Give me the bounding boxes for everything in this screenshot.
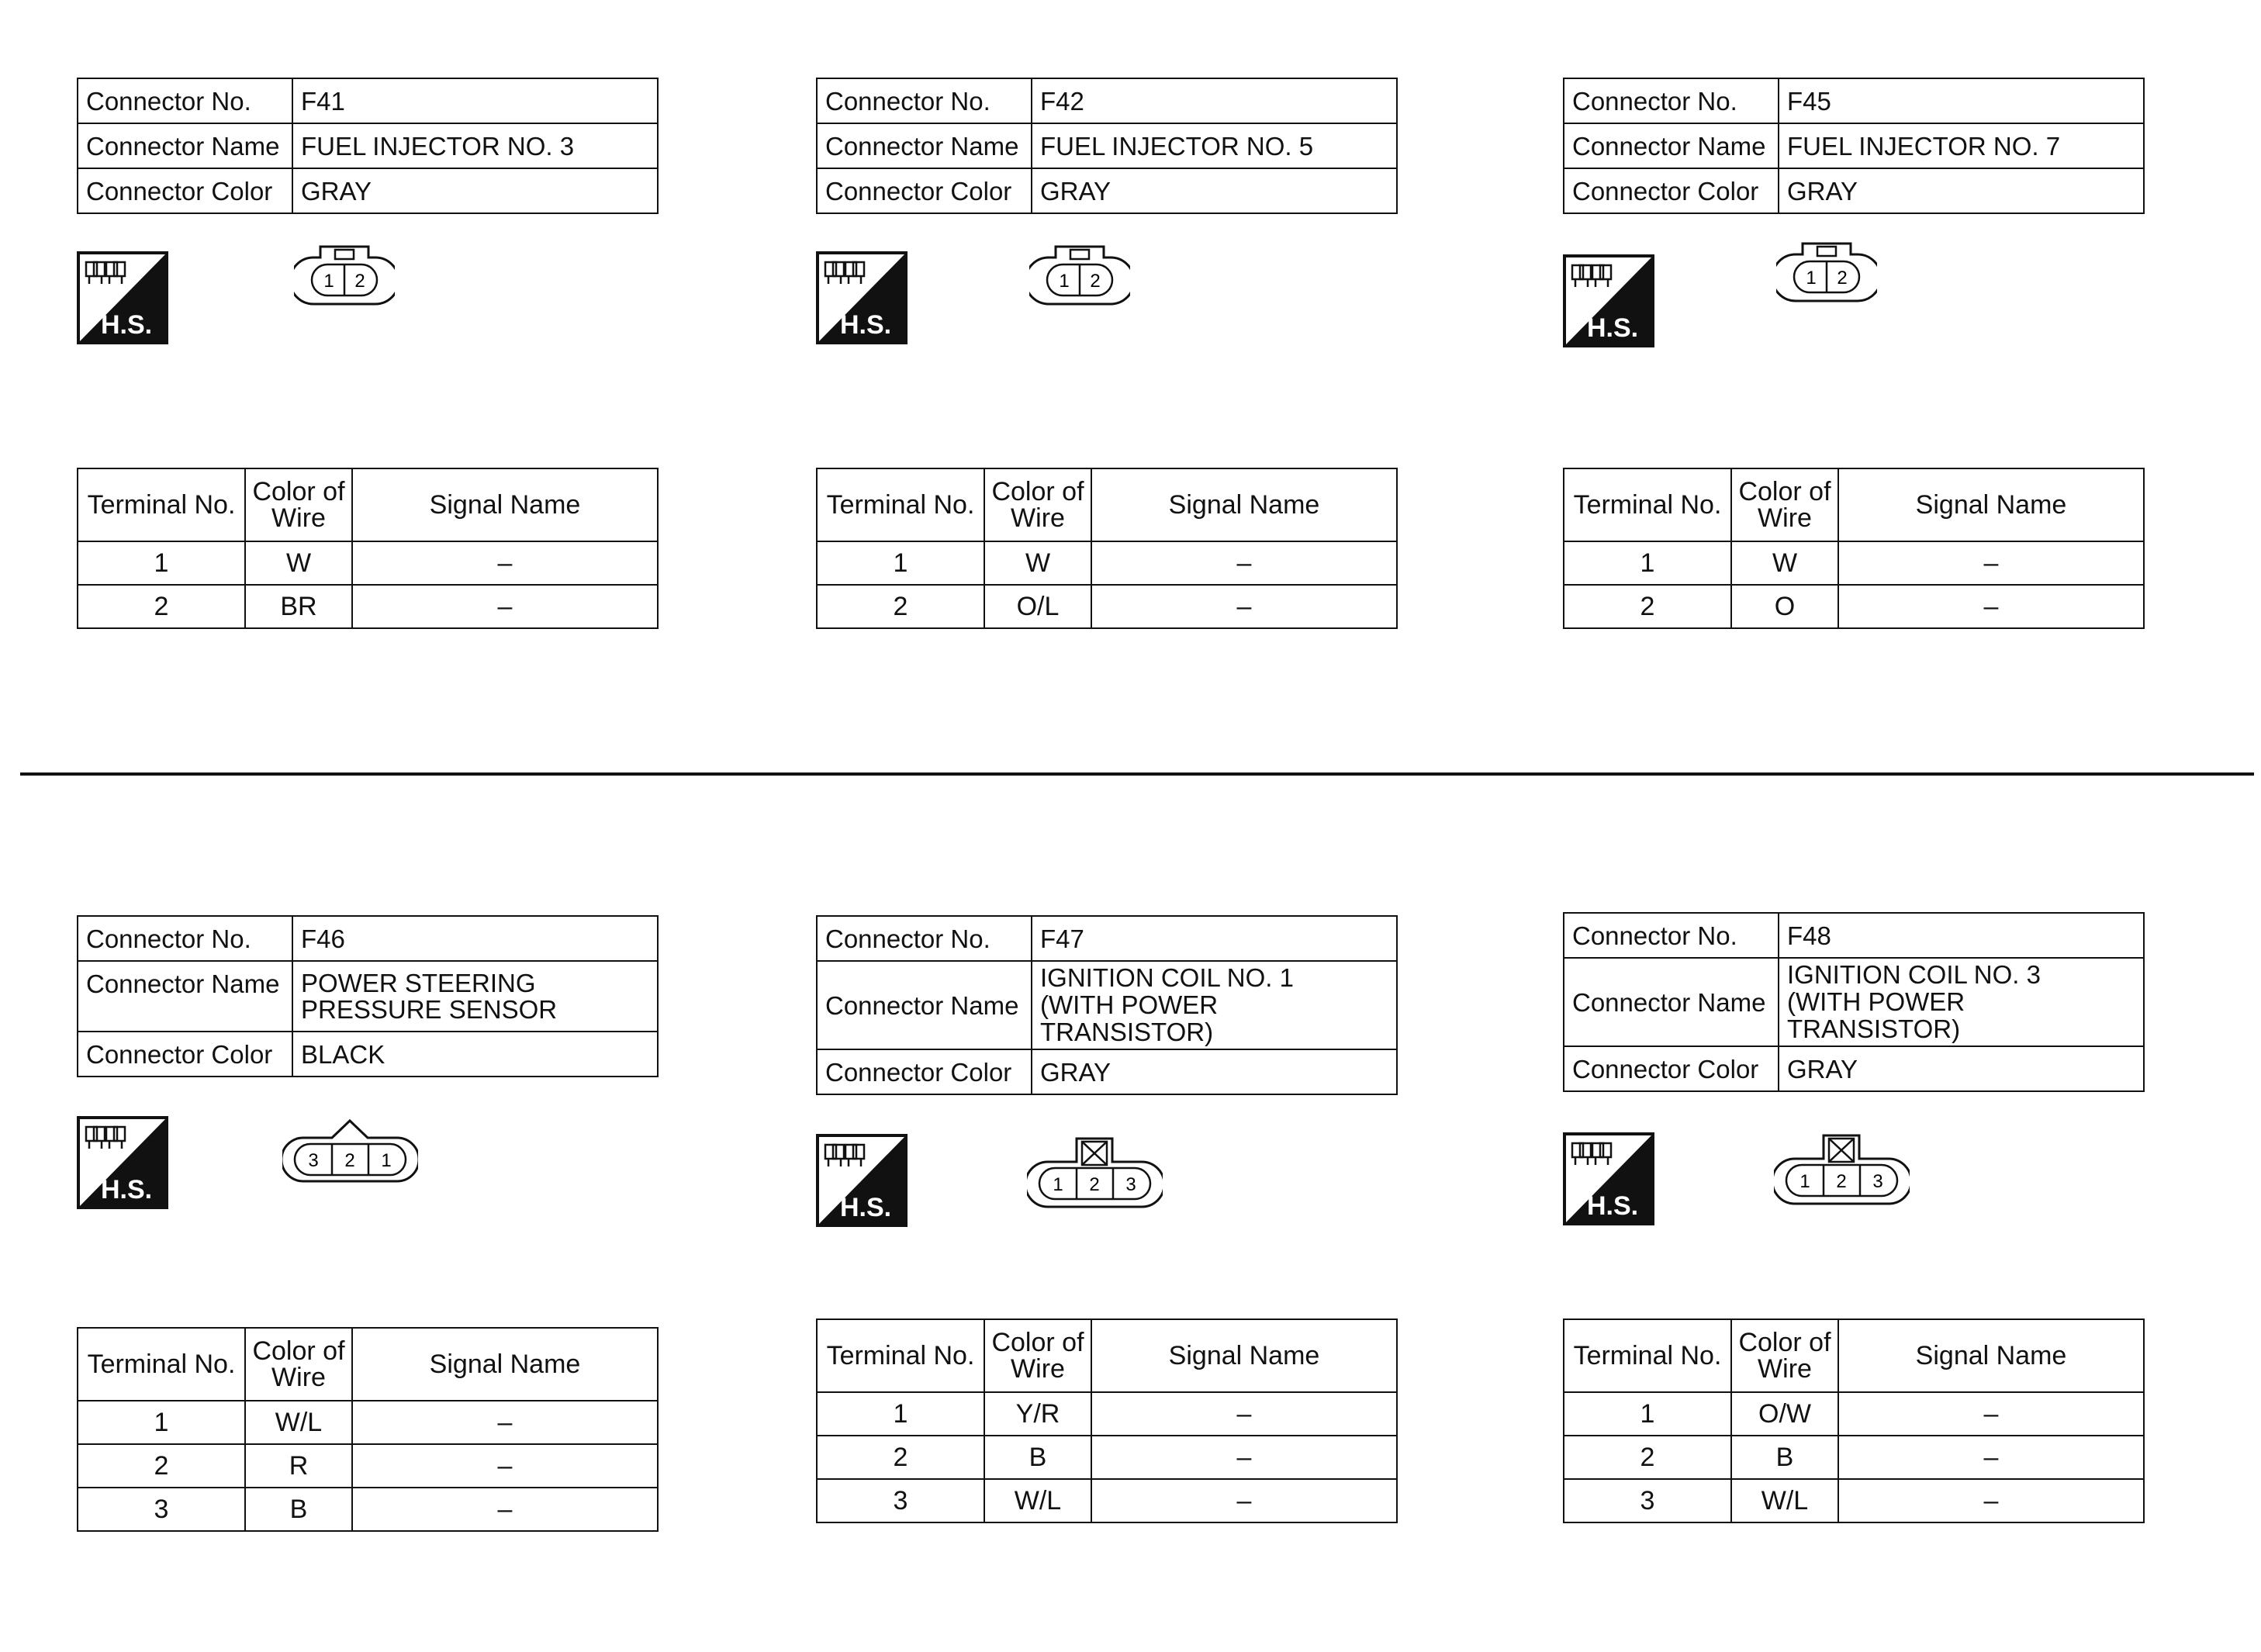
connector-info-table: [77, 915, 659, 1077]
connector-no-value: F48: [1779, 913, 2144, 958]
wire-color-cell: W/L: [984, 1479, 1091, 1522]
terminal-table-header: [78, 1328, 658, 1401]
connector-info-table: [1563, 78, 2145, 214]
terminal-table: [1563, 468, 2145, 629]
hs-badge-label: H.S.: [100, 1175, 153, 1204]
terminal-table: [77, 468, 659, 629]
connector-no-row: [1564, 913, 2144, 958]
signal-name-header: Signal Name: [1838, 1319, 2144, 1392]
terminal-no-header: Terminal No.: [78, 1328, 245, 1401]
connector-no-label: Connector No.: [78, 78, 292, 123]
connector-no-value: F45: [1779, 78, 2144, 123]
three-pin-connector-face-icon: [1774, 1131, 1910, 1208]
signal-name-cell: –: [352, 1444, 658, 1488]
connector-panel-f45: [1563, 78, 2145, 629]
connector-color-row: [817, 1049, 1397, 1094]
terminal-table-header: [1564, 1319, 2144, 1392]
connector-no-label: Connector No.: [78, 916, 292, 961]
terminal-table-header: [817, 1319, 1397, 1392]
pin-label: 2: [354, 271, 365, 292]
connector-panel-f47: [816, 915, 1398, 1523]
connector-diagram-area: [816, 1095, 1398, 1318]
connector-info-table: [816, 78, 1398, 214]
connector-name-label: Connector Name: [817, 961, 1032, 1049]
terminal-no-header: Terminal No.: [1564, 1319, 1731, 1392]
pin-label: 2: [1089, 1174, 1100, 1195]
pin-label: 3: [308, 1150, 319, 1171]
table-row: [78, 1401, 658, 1444]
terminal-no-header: Terminal No.: [817, 1319, 984, 1392]
connector-name-row: [1564, 123, 2144, 168]
connector-no-value: F42: [1032, 78, 1397, 123]
wire-color-cell: W/L: [245, 1401, 352, 1444]
signal-name-header: Signal Name: [1091, 1319, 1397, 1392]
wire-color-cell: O: [1731, 585, 1838, 628]
pin-label: 3: [1125, 1174, 1136, 1195]
connector-info-table: [77, 78, 659, 214]
connector-color-label: Connector Color: [1564, 168, 1779, 213]
wire-color-cell: Y/R: [984, 1392, 1091, 1436]
connector-color-row: [78, 168, 658, 213]
terminal-table: [816, 468, 1398, 629]
connector-color-row: [1564, 168, 2144, 213]
signal-name-cell: –: [352, 541, 658, 585]
connector-no-label: Connector No.: [817, 916, 1032, 961]
wire-color-cell: W: [245, 541, 352, 585]
section-divider: [20, 772, 2254, 776]
signal-name-cell: –: [352, 1488, 658, 1531]
connector-name-value: IGNITION COIL NO. 1 (WITH POWER TRANSISTOR): [1032, 961, 1397, 1049]
pin-label: 1: [1799, 1171, 1810, 1192]
harness-side-badge-icon: [816, 1134, 908, 1227]
terminal-no-cell: 2: [817, 1436, 984, 1479]
terminal-table-header: [817, 468, 1397, 541]
connector-name-value: FUEL INJECTOR NO. 3: [292, 123, 658, 168]
terminal-no-cell: 1: [78, 1401, 245, 1444]
hs-badge-label: H.S.: [839, 310, 892, 340]
pin-label: 1: [381, 1150, 392, 1171]
connector-no-value: F46: [292, 916, 658, 961]
table-row: [1564, 1436, 2144, 1479]
signal-name-cell: –: [352, 1401, 658, 1444]
table-row: [817, 1392, 1397, 1436]
terminal-table-header: [78, 468, 658, 541]
harness-side-badge-icon: [77, 1116, 168, 1209]
pin-label: 1: [1059, 271, 1070, 292]
connector-name-value: FUEL INJECTOR NO. 5: [1032, 123, 1397, 168]
terminal-table: [816, 1318, 1398, 1523]
hs-badge-label: H.S.: [100, 310, 153, 340]
signal-name-header: Signal Name: [1838, 468, 2144, 541]
pin-label: 1: [1053, 1174, 1063, 1195]
connector-info-table: [1563, 912, 2145, 1092]
hs-badge-label: H.S.: [1586, 313, 1639, 343]
terminal-no-cell: 1: [817, 541, 984, 585]
signal-name-header: Signal Name: [1091, 468, 1397, 541]
terminal-no-cell: 2: [1564, 1436, 1731, 1479]
connector-name-row: [1564, 958, 2144, 1046]
connector-color-label: Connector Color: [817, 168, 1032, 213]
two-pin-connector-face-icon: [1776, 236, 1877, 306]
wire-color-cell: B: [1731, 1436, 1838, 1479]
connector-name-value: IGNITION COIL NO. 3 (WITH POWER TRANSISTOR): [1779, 958, 2144, 1046]
terminal-no-cell: 3: [78, 1488, 245, 1531]
signal-name-cell: –: [1838, 541, 2144, 585]
terminal-no-cell: 3: [817, 1479, 984, 1522]
wire-color-header: Color of Wire: [1731, 1319, 1838, 1392]
wire-color-cell: W: [984, 541, 1091, 585]
connector-panel-f48: [1563, 912, 2145, 1523]
connector-diagram-area: [77, 1077, 659, 1327]
wire-color-header: Color of Wire: [1731, 468, 1838, 541]
terminal-no-cell: 1: [1564, 1392, 1731, 1436]
connector-color-row: [817, 168, 1397, 213]
connector-color-label: Connector Color: [78, 168, 292, 213]
connector-no-label: Connector No.: [1564, 78, 1779, 123]
table-row: [817, 585, 1397, 628]
signal-name-cell: –: [1838, 1392, 2144, 1436]
terminal-table: [1563, 1318, 2145, 1523]
connector-name-row: [78, 123, 658, 168]
three-pin-connector-face-icon: [282, 1116, 418, 1186]
wire-color-cell: O/W: [1731, 1392, 1838, 1436]
connector-no-row: [1564, 78, 2144, 123]
connector-no-row: [78, 916, 658, 961]
connector-panel-f46: [77, 915, 659, 1532]
signal-name-header: Signal Name: [352, 468, 658, 541]
table-row: [1564, 541, 2144, 585]
harness-side-badge-icon: [1563, 254, 1654, 347]
terminal-table: [77, 1327, 659, 1532]
signal-name-cell: –: [1091, 541, 1397, 585]
table-row: [78, 1444, 658, 1488]
pin-label: 2: [1836, 1171, 1847, 1192]
signal-name-cell: –: [1091, 1392, 1397, 1436]
terminal-no-cell: 1: [817, 1392, 984, 1436]
table-row: [817, 541, 1397, 585]
connector-no-value: F47: [1032, 916, 1397, 961]
pin-label: 3: [1872, 1171, 1883, 1192]
connector-diagram-area: [77, 214, 659, 468]
pin-label: 1: [323, 271, 334, 292]
connector-color-value: GRAY: [1779, 168, 2144, 213]
connector-diagram-area: [1563, 1092, 2145, 1318]
connector-color-row: [78, 1032, 658, 1077]
connector-name-row: [78, 961, 658, 1032]
connector-color-value: GRAY: [292, 168, 658, 213]
connector-no-row: [817, 78, 1397, 123]
wire-color-cell: W: [1731, 541, 1838, 585]
table-row: [78, 541, 658, 585]
table-row: [1564, 585, 2144, 628]
connector-name-value: FUEL INJECTOR NO. 7: [1779, 123, 2144, 168]
harness-side-badge-icon: [77, 251, 168, 344]
harness-side-badge-icon: [1563, 1132, 1654, 1225]
harness-side-badge-icon: [816, 251, 908, 344]
connector-info-table: [816, 915, 1398, 1095]
connector-color-label: Connector Color: [817, 1049, 1032, 1094]
connector-no-label: Connector No.: [1564, 913, 1779, 958]
wire-color-header: Color of Wire: [245, 468, 352, 541]
connector-color-value: GRAY: [1032, 1049, 1397, 1094]
pin-label: 2: [344, 1150, 355, 1171]
connector-name-label: Connector Name: [78, 961, 292, 1032]
wire-color-header: Color of Wire: [245, 1328, 352, 1401]
table-row: [817, 1436, 1397, 1479]
connector-color-row: [1564, 1046, 2144, 1091]
wire-color-cell: R: [245, 1444, 352, 1488]
terminal-no-header: Terminal No.: [817, 468, 984, 541]
terminal-no-cell: 2: [1564, 585, 1731, 628]
signal-name-cell: –: [352, 585, 658, 628]
wire-color-header: Color of Wire: [984, 1319, 1091, 1392]
table-row: [1564, 1479, 2144, 1522]
two-pin-connector-face-icon: [1029, 239, 1130, 309]
connector-no-label: Connector No.: [817, 78, 1032, 123]
connector-name-label: Connector Name: [78, 123, 292, 168]
hs-badge-label: H.S.: [839, 1193, 892, 1222]
connector-diagram-area: [816, 214, 1398, 468]
connector-no-value: F41: [292, 78, 658, 123]
signal-name-cell: –: [1091, 585, 1397, 628]
connector-name-label: Connector Name: [1564, 123, 1779, 168]
terminal-table-header: [1564, 468, 2144, 541]
signal-name-cell: –: [1091, 1479, 1397, 1522]
signal-name-cell: –: [1838, 1479, 2144, 1522]
connector-color-label: Connector Color: [1564, 1046, 1779, 1091]
table-row: [817, 1479, 1397, 1522]
connector-color-value: BLACK: [292, 1032, 658, 1077]
two-pin-connector-face-icon: [294, 239, 395, 309]
wire-color-header: Color of Wire: [984, 468, 1091, 541]
terminal-no-cell: 2: [817, 585, 984, 628]
wire-color-cell: BR: [245, 585, 352, 628]
connector-panel-f41: [77, 78, 659, 629]
terminal-no-cell: 2: [78, 585, 245, 628]
connector-color-value: GRAY: [1779, 1046, 2144, 1091]
hs-badge-label: H.S.: [1586, 1191, 1639, 1221]
signal-name-header: Signal Name: [352, 1328, 658, 1401]
connector-name-row: [817, 123, 1397, 168]
connector-name-label: Connector Name: [817, 123, 1032, 168]
table-row: [1564, 1392, 2144, 1436]
connector-diagram-area: [1563, 214, 2145, 468]
pin-label: 2: [1090, 271, 1101, 292]
terminal-no-header: Terminal No.: [78, 468, 245, 541]
connector-name-value: POWER STEERING PRESSURE SENSOR: [292, 961, 658, 1032]
signal-name-cell: –: [1838, 585, 2144, 628]
connector-name-row: [817, 961, 1397, 1049]
table-row: [78, 585, 658, 628]
terminal-no-cell: 1: [1564, 541, 1731, 585]
connector-no-row: [78, 78, 658, 123]
wire-color-cell: W/L: [1731, 1479, 1838, 1522]
terminal-no-header: Terminal No.: [1564, 468, 1731, 541]
three-pin-connector-face-icon: [1027, 1134, 1163, 1211]
signal-name-cell: –: [1838, 1436, 2144, 1479]
signal-name-cell: –: [1091, 1436, 1397, 1479]
table-row: [78, 1488, 658, 1531]
pin-label: 2: [1837, 268, 1848, 289]
wire-color-cell: O/L: [984, 585, 1091, 628]
connector-panel-f42: [816, 78, 1398, 629]
wire-color-cell: B: [984, 1436, 1091, 1479]
connector-no-row: [817, 916, 1397, 961]
terminal-no-cell: 3: [1564, 1479, 1731, 1522]
wire-color-cell: B: [245, 1488, 352, 1531]
connector-color-value: GRAY: [1032, 168, 1397, 213]
terminal-no-cell: 1: [78, 541, 245, 585]
pin-label: 1: [1806, 268, 1817, 289]
connector-name-label: Connector Name: [1564, 958, 1779, 1046]
terminal-no-cell: 2: [78, 1444, 245, 1488]
connector-color-label: Connector Color: [78, 1032, 292, 1077]
